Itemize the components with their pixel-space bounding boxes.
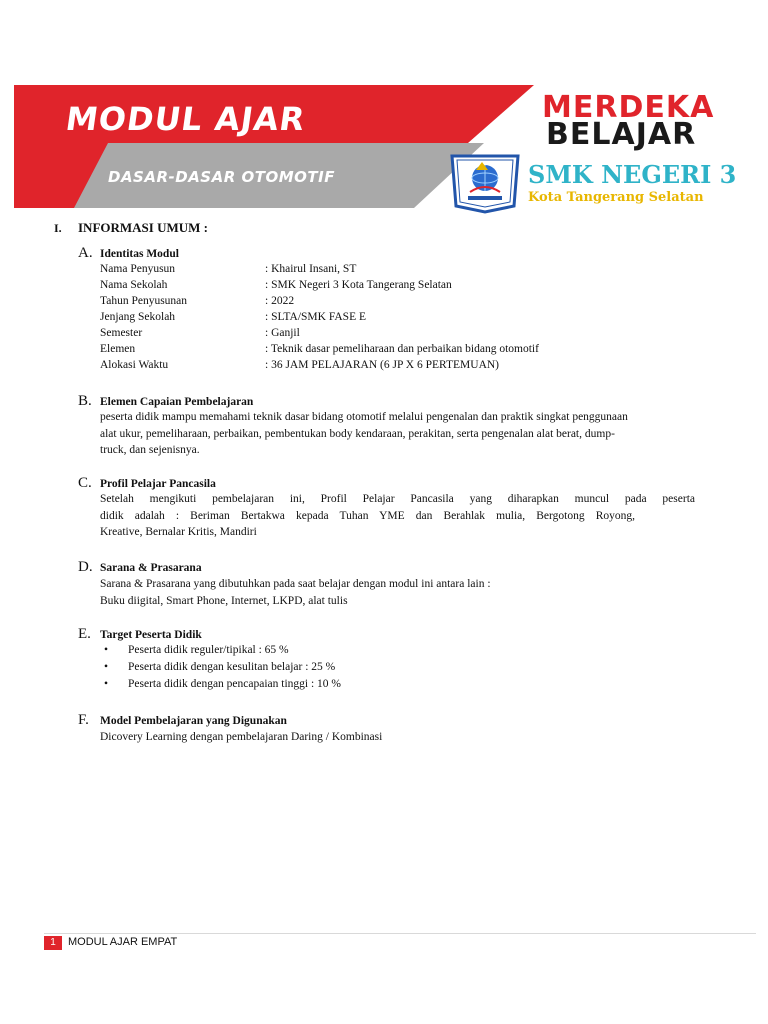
identitas-label: Nama Sekolah: [100, 279, 168, 291]
subsection-target-heading: [78, 626, 202, 643]
identitas-value: : 36 JAM PELAJARAN (6 JP X 6 PERTEMUAN): [265, 359, 500, 371]
list-item: [104, 678, 341, 690]
section-heading: [54, 220, 208, 236]
identitas-value: : Ganjil: [265, 327, 300, 339]
subsection-letter: B.: [78, 393, 92, 409]
school-name: SMK NEGERI 3: [528, 160, 737, 189]
school-emblem-icon: [448, 150, 522, 214]
list-item: [104, 644, 289, 656]
bullet-icon: •: [104, 661, 109, 673]
subsection-title: Model Pembelajaran yang Digunakan: [100, 715, 287, 727]
list-item-text: Peserta didik reguler/tipikal : 65 %: [128, 644, 289, 656]
identitas-value: : 2022: [265, 295, 295, 307]
identitas-label: Tahun Penyusunan: [100, 295, 188, 307]
sarana-line: Sarana & Prasarana yang dibutuhkan pada saat belajar dengan modul ini antara lain :: [100, 578, 491, 590]
identitas-label: Alokasi Waktu: [100, 359, 169, 371]
bullet-icon: •: [104, 644, 109, 656]
subsection-letter: D.: [78, 559, 93, 575]
list-item-text: Peserta didik dengan kesulitan belajar : 25 %: [128, 661, 336, 673]
profil-line: didik adalah : Beriman Bertakwa kepada Tuhan YME dan Berahlak mulia, Bergotong Royong,: [100, 510, 635, 522]
page-number: 1: [44, 936, 62, 950]
subsection-title: Elemen Capaian Pembelajaran: [100, 396, 254, 408]
subsection-title: Identitas Modul: [100, 248, 179, 260]
footer-text: MODUL AJAR EMPAT: [68, 936, 178, 948]
subsection-model-heading: [78, 712, 287, 729]
capaian-line: alat ukur, pemeliharaan, perbaikan, pembentukan body kendaraan, perakitan, serta pengenalan alat berat, dump-: [100, 428, 615, 440]
subsection-letter: C.: [78, 475, 92, 491]
identitas-label: Elemen: [100, 343, 136, 355]
identitas-label: Semester: [100, 327, 143, 339]
merdeka-logo-line2: BELAJAR: [546, 117, 697, 152]
subsection-profil-heading: [78, 475, 216, 492]
capaian-line: peserta didik mampu memahami teknik dasar bidang otomotif melalui pengenalan dan praktik singkat penggunaan: [100, 411, 628, 423]
identitas-value: : SMK Negeri 3 Kota Tangerang Selatan: [265, 279, 452, 291]
identitas-label: Jenjang Sekolah: [100, 311, 176, 323]
capaian-line: truck, dan sejenisnya.: [100, 444, 200, 456]
model-line: Dicovery Learning dengan pembelajaran Daring / Kombinasi: [100, 731, 383, 743]
subsection-letter: E.: [78, 626, 91, 642]
subsection-identitas-heading: [78, 245, 179, 262]
bullet-icon: •: [104, 678, 109, 690]
subsection-letter: A.: [78, 245, 93, 261]
profil-line: Kreative, Bernalar Kritis, Mandiri: [100, 526, 257, 538]
subsection-title: Profil Pelajar Pancasila: [100, 478, 216, 490]
list-item-text: Peserta didik dengan pencapaian tinggi : 10 %: [128, 678, 342, 690]
profil-line: Setelah mengikuti pembelajaran ini, Profil Pelajar Pancasila yang diharapkan muncul pada peserta: [100, 493, 695, 505]
section-title: INFORMASI UMUM :: [78, 220, 208, 235]
school-city: Kota Tangerang Selatan: [528, 190, 704, 205]
identitas-label: Nama Penyusun: [100, 263, 176, 275]
subsection-title: Sarana & Prasarana: [100, 562, 202, 574]
merdeka-logo-line1: MERDEKA: [542, 90, 715, 125]
identitas-value: : Khairul Insani, ST: [265, 263, 357, 275]
sarana-line: Buku diigital, Smart Phone, Internet, LKPD, alat tulis: [100, 595, 348, 607]
identitas-value: : Teknik dasar pemeliharaan dan perbaikan bidang otomotif: [265, 343, 539, 355]
section-number: I.: [54, 221, 62, 235]
subsection-sarana-heading: [78, 559, 202, 576]
subsection-title: Target Peserta Didik: [100, 629, 202, 641]
footer-divider: [44, 933, 756, 934]
page-subtitle: DASAR-DASAR OTOMOTIF: [108, 168, 335, 186]
identitas-value: : SLTA/SMK FASE E: [265, 311, 367, 323]
subsection-capaian-heading: [78, 393, 253, 410]
page-title: MODUL AJAR: [63, 100, 308, 138]
subsection-letter: F.: [78, 712, 89, 728]
list-item: [104, 661, 335, 673]
